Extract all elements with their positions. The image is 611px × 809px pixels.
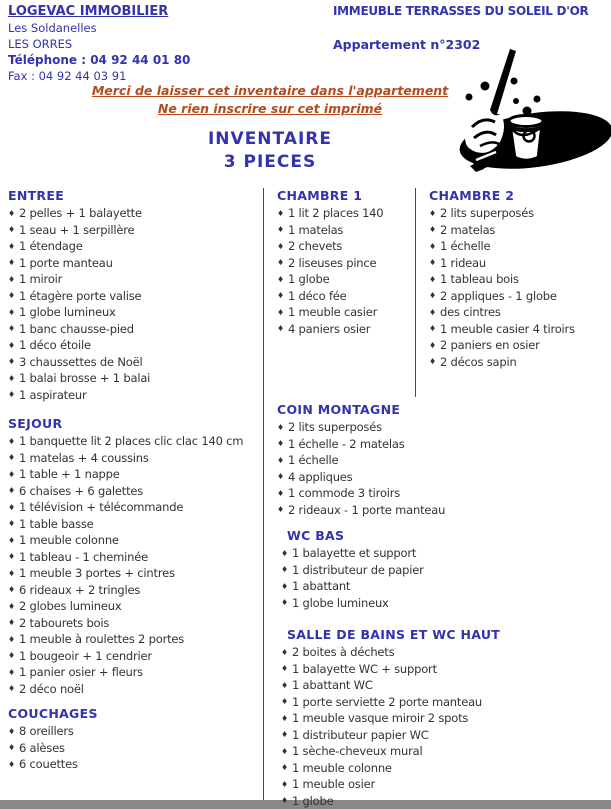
- diamond-bullet-icon: ♦: [281, 780, 288, 789]
- list-item-label: 1 panier osier + fleurs: [19, 665, 143, 679]
- document-title: [0, 128, 540, 174]
- diamond-bullet-icon: ♦: [8, 308, 15, 317]
- diamond-bullet-icon: ♦: [277, 489, 284, 498]
- list-item: [8, 370, 150, 387]
- section-wc-bas: [278, 526, 424, 611]
- diamond-bullet-icon: ♦: [8, 242, 15, 251]
- section-entree: [8, 186, 150, 403]
- list-item: [277, 419, 445, 436]
- diamond-bullet-icon: ♦: [8, 225, 15, 234]
- list-item-label: 1 échelle - 2 matelas: [288, 437, 405, 451]
- list-item: [8, 271, 150, 288]
- list-item-label: 1 banc chausse-pied: [19, 322, 134, 336]
- list-item: [281, 661, 500, 678]
- list-item: [8, 450, 243, 467]
- list-item: [429, 288, 575, 305]
- list-item: [8, 337, 150, 354]
- list-item-label: 4 appliques: [288, 470, 352, 484]
- diamond-bullet-icon: ♦: [277, 456, 284, 465]
- list-item-label: 1 meuble à roulettes 2 portes: [19, 632, 184, 646]
- list-item-label: 2 lits superposés: [440, 206, 534, 220]
- list-item-label: 2 liseuses pince: [288, 256, 376, 270]
- list-item-label: 1 balai brosse + 1 balai: [19, 371, 150, 385]
- diamond-bullet-icon: ♦: [8, 390, 15, 399]
- list-item-label: 1 matelas + 4 coussins: [19, 451, 149, 465]
- section-item-list: [8, 723, 98, 773]
- list-item: [429, 337, 575, 354]
- diamond-bullet-icon: ♦: [277, 275, 284, 284]
- list-item-label: 2 pelles + 1 balayette: [19, 206, 142, 220]
- list-item: [8, 681, 243, 698]
- building-name: IMMEUBLE TERRASSES DU SOLEIL D'OR: [333, 4, 588, 18]
- list-item-label: 1 globe lumineux: [19, 305, 116, 319]
- diamond-bullet-icon: ♦: [281, 763, 288, 772]
- list-item: [8, 631, 243, 648]
- list-item: [277, 469, 445, 486]
- diamond-bullet-icon: ♦: [281, 697, 288, 706]
- list-item: [281, 595, 424, 612]
- list-item: [281, 776, 500, 793]
- list-item-label: 2 appliques - 1 globe: [440, 289, 557, 303]
- list-item-label: des cintres: [440, 305, 501, 319]
- list-item-label: 1 déco étoile: [19, 338, 91, 352]
- list-item-label: 2 tabourets bois: [19, 616, 109, 630]
- diamond-bullet-icon: ♦: [8, 635, 15, 644]
- list-item-label: 1 meuble osier: [292, 777, 375, 791]
- section-header: SEJOUR: [8, 414, 243, 433]
- list-item: [8, 288, 150, 305]
- list-item-label: 2 globes lumineux: [19, 599, 121, 613]
- diamond-bullet-icon: ♦: [8, 743, 15, 752]
- list-item: [8, 238, 150, 255]
- list-item: [277, 452, 445, 469]
- list-item-label: 1 tableau - 1 cheminée: [19, 550, 148, 564]
- list-item-label: 1 meuble colonne: [19, 533, 119, 547]
- apartment-number: Appartement n°2302: [333, 37, 588, 52]
- list-item: [429, 321, 575, 338]
- list-item-label: 2 paniers en osier: [440, 338, 540, 352]
- list-item: [8, 255, 150, 272]
- list-item-label: 1 distributeur papier WC: [292, 728, 429, 742]
- list-item-label: 1 tableau bois: [440, 272, 519, 286]
- list-item-label: 1 lit 2 places 140: [288, 206, 383, 220]
- list-item: [8, 648, 243, 665]
- diamond-bullet-icon: ♦: [277, 258, 284, 267]
- section-header: COIN MONTAGNE: [277, 400, 445, 419]
- list-item-label: 1 matelas: [288, 223, 343, 237]
- diamond-bullet-icon: ♦: [277, 423, 284, 432]
- diamond-bullet-icon: ♦: [429, 242, 436, 251]
- list-item-label: 1 meuble colonne: [292, 761, 392, 775]
- list-item: [8, 740, 98, 757]
- section-sejour: [8, 414, 243, 697]
- notice-line1: Merci de laisser cet inventaire dans l'appartement: [0, 82, 540, 100]
- list-item: [277, 304, 383, 321]
- diamond-bullet-icon: ♦: [8, 209, 15, 218]
- diamond-bullet-icon: ♦: [281, 648, 288, 657]
- list-item-label: 1 meuble casier 4 tiroirs: [440, 322, 575, 336]
- list-item-label: 1 aspirateur: [19, 388, 86, 402]
- list-item-label: 1 miroir: [19, 272, 62, 286]
- section-header: ENTREE: [8, 186, 150, 205]
- diamond-bullet-icon: ♦: [8, 503, 15, 512]
- section-item-list: [278, 545, 424, 611]
- agency-fax: Fax : 04 92 44 03 91: [8, 68, 190, 84]
- diamond-bullet-icon: ♦: [281, 598, 288, 607]
- list-item: [281, 710, 500, 727]
- list-item: [429, 354, 575, 371]
- section-item-list: [277, 205, 383, 337]
- diamond-bullet-icon: ♦: [429, 308, 436, 317]
- building-info-block: [333, 4, 588, 52]
- diamond-bullet-icon: ♦: [429, 225, 436, 234]
- notice-line2: Ne rien inscrire sur cet imprimé: [0, 100, 540, 118]
- agency-phone: Téléphone : 04 92 44 01 80: [8, 52, 190, 68]
- list-item: [8, 532, 243, 549]
- list-item-label: 1 meuble vasque miroir 2 spots: [292, 711, 468, 725]
- diamond-bullet-icon: ♦: [281, 714, 288, 723]
- diamond-bullet-icon: ♦: [8, 760, 15, 769]
- list-item: [277, 436, 445, 453]
- section-chambre-2: [429, 186, 575, 370]
- list-item: [429, 222, 575, 239]
- diamond-bullet-icon: ♦: [277, 308, 284, 317]
- diamond-bullet-icon: ♦: [281, 664, 288, 673]
- list-item-label: 1 déco fée: [288, 289, 347, 303]
- list-item-label: 1 échelle: [440, 239, 490, 253]
- list-item-label: 1 meuble 3 portes + cintres: [19, 566, 175, 580]
- list-item: [8, 433, 243, 450]
- list-item: [8, 598, 243, 615]
- list-item-label: 1 échelle: [288, 453, 338, 467]
- list-item: [8, 549, 243, 566]
- diamond-bullet-icon: ♦: [429, 341, 436, 350]
- section-item-list: [277, 419, 445, 518]
- list-item-label: 1 meuble casier: [288, 305, 377, 319]
- list-item-label: 1 commode 3 tiroirs: [288, 486, 400, 500]
- list-item: [277, 502, 445, 519]
- diamond-bullet-icon: ♦: [429, 291, 436, 300]
- section-header: SALLE DE BAINS ET WC HAUT: [287, 625, 500, 644]
- section-item-list: [278, 644, 500, 809]
- diamond-bullet-icon: ♦: [277, 291, 284, 300]
- diamond-bullet-icon: ♦: [429, 275, 436, 284]
- diamond-bullet-icon: ♦: [429, 258, 436, 267]
- diamond-bullet-icon: ♦: [429, 209, 436, 218]
- agency-name: LOGEVAC IMMOBILIER: [8, 4, 190, 20]
- agency-info-block: [8, 4, 190, 84]
- list-item: [8, 615, 243, 632]
- diamond-bullet-icon: ♦: [8, 727, 15, 736]
- list-item: [8, 304, 150, 321]
- diamond-bullet-icon: ♦: [8, 569, 15, 578]
- list-item-label: 1 globe: [292, 794, 333, 808]
- list-item-label: 1 étagère porte valise: [19, 289, 141, 303]
- list-item: [8, 565, 243, 582]
- list-item: [8, 354, 150, 371]
- list-item-label: 1 seau + 1 serpillère: [19, 223, 134, 237]
- list-item: [281, 562, 424, 579]
- list-item: [8, 499, 243, 516]
- section-header: WC BAS: [287, 526, 424, 545]
- diamond-bullet-icon: ♦: [281, 796, 288, 805]
- agency-address-line2: LES ORRES: [8, 36, 190, 52]
- section-chambre-1: [277, 186, 383, 337]
- list-item-label: 2 lits superposés: [288, 420, 382, 434]
- diamond-bullet-icon: ♦: [277, 225, 284, 234]
- list-item: [8, 582, 243, 599]
- list-item: [281, 793, 500, 809]
- list-item: [8, 205, 150, 222]
- list-item: [281, 644, 500, 661]
- diamond-bullet-icon: ♦: [281, 549, 288, 558]
- list-item-label: 4 paniers osier: [288, 322, 370, 336]
- column-divider-1: [263, 188, 264, 800]
- diamond-bullet-icon: ♦: [8, 585, 15, 594]
- list-item-label: 2 rideaux - 1 porte manteau: [288, 503, 445, 517]
- diamond-bullet-icon: ♦: [277, 242, 284, 251]
- list-item-label: 6 rideaux + 2 tringles: [19, 583, 140, 597]
- list-item: [429, 271, 575, 288]
- diamond-bullet-icon: ♦: [8, 668, 15, 677]
- list-item-label: 2 boites à déchets: [292, 645, 394, 659]
- list-item: [8, 222, 150, 239]
- diamond-bullet-icon: ♦: [281, 565, 288, 574]
- section-item-list: [8, 205, 150, 403]
- list-item-label: 1 rideau: [440, 256, 486, 270]
- list-item: [281, 727, 500, 744]
- diamond-bullet-icon: ♦: [8, 684, 15, 693]
- list-item-label: 1 porte manteau: [19, 256, 113, 270]
- list-item-label: 6 couettes: [19, 757, 78, 771]
- list-item: [277, 205, 383, 222]
- diamond-bullet-icon: ♦: [277, 209, 284, 218]
- list-item-label: 1 globe: [288, 272, 329, 286]
- list-item: [281, 760, 500, 777]
- list-item-label: 1 table + 1 nappe: [19, 467, 120, 481]
- list-item-label: 6 chaises + 6 galettes: [19, 484, 143, 498]
- title-line2: 3 PIECES: [0, 151, 540, 174]
- diamond-bullet-icon: ♦: [8, 618, 15, 627]
- agency-address-line1: Les Soldanelles: [8, 20, 190, 36]
- list-item-label: 3 chaussettes de Noël: [19, 355, 142, 369]
- list-item-label: 2 déco noël: [19, 682, 84, 696]
- list-item-label: 6 alèses: [19, 741, 65, 755]
- list-item: [429, 255, 575, 272]
- diamond-bullet-icon: ♦: [281, 747, 288, 756]
- diamond-bullet-icon: ♦: [8, 486, 15, 495]
- diamond-bullet-icon: ♦: [429, 324, 436, 333]
- list-item: [281, 578, 424, 595]
- list-item: [277, 288, 383, 305]
- diamond-bullet-icon: ♦: [277, 505, 284, 514]
- section-item-list: [429, 205, 575, 370]
- diamond-bullet-icon: ♦: [8, 519, 15, 528]
- list-item: [8, 664, 243, 681]
- section-header: COUCHAGES: [8, 704, 98, 723]
- diamond-bullet-icon: ♦: [8, 341, 15, 350]
- diamond-bullet-icon: ♦: [429, 357, 436, 366]
- list-item: [8, 483, 243, 500]
- list-item-label: 1 balayette et support: [292, 546, 416, 560]
- diamond-bullet-icon: ♦: [281, 730, 288, 739]
- list-item-label: 1 banquette lit 2 places clic clac 140 cm: [19, 434, 243, 448]
- diamond-bullet-icon: ♦: [277, 324, 284, 333]
- list-item: [429, 238, 575, 255]
- diamond-bullet-icon: ♦: [281, 582, 288, 591]
- list-item: [8, 387, 150, 404]
- list-item: [277, 485, 445, 502]
- section-item-list: [8, 433, 243, 697]
- diamond-bullet-icon: ♦: [8, 552, 15, 561]
- list-item: [281, 743, 500, 760]
- list-item-label: 1 télévision + télécommande: [19, 500, 183, 514]
- section-salle-de-bains: [278, 625, 500, 809]
- section-couchages: [8, 704, 98, 773]
- list-item: [277, 222, 383, 239]
- list-item: [277, 321, 383, 338]
- list-item: [277, 238, 383, 255]
- list-item-label: 2 chevets: [288, 239, 342, 253]
- list-item: [277, 255, 383, 272]
- diamond-bullet-icon: ♦: [8, 536, 15, 545]
- diamond-bullet-icon: ♦: [8, 324, 15, 333]
- list-item-label: 1 globe lumineux: [292, 596, 389, 610]
- diamond-bullet-icon: ♦: [277, 439, 284, 448]
- list-item: [281, 677, 500, 694]
- list-item: [8, 756, 98, 773]
- list-item-label: 2 décos sapin: [440, 355, 517, 369]
- diamond-bullet-icon: ♦: [8, 291, 15, 300]
- list-item-label: 1 bougeoir + 1 cendrier: [19, 649, 152, 663]
- diamond-bullet-icon: ♦: [8, 374, 15, 383]
- title-line1: INVENTAIRE: [0, 128, 540, 151]
- list-item: [429, 304, 575, 321]
- list-item: [8, 321, 150, 338]
- column-divider-2: [415, 188, 416, 397]
- list-item-label: 1 abattant: [292, 579, 350, 593]
- list-item-label: 1 sèche-cheveux mural: [292, 744, 422, 758]
- list-item-label: 1 porte serviette 2 porte manteau: [292, 695, 482, 709]
- list-item-label: 1 distributeur de papier: [292, 563, 424, 577]
- list-item: [277, 271, 383, 288]
- list-item: [281, 694, 500, 711]
- list-item: [8, 466, 243, 483]
- list-item-label: 1 étendage: [19, 239, 83, 253]
- list-item-label: 1 abattant WC: [292, 678, 373, 692]
- list-item: [429, 205, 575, 222]
- diamond-bullet-icon: ♦: [281, 681, 288, 690]
- list-item-label: 1 balayette WC + support: [292, 662, 437, 676]
- diamond-bullet-icon: ♦: [8, 651, 15, 660]
- list-item: [8, 723, 98, 740]
- section-coin-montagne: [277, 400, 445, 518]
- diamond-bullet-icon: ♦: [8, 453, 15, 462]
- diamond-bullet-icon: ♦: [8, 470, 15, 479]
- section-header: CHAMBRE 1: [277, 186, 383, 205]
- list-item-label: 1 table basse: [19, 517, 94, 531]
- list-item-label: 8 oreillers: [19, 724, 74, 738]
- list-item: [281, 545, 424, 562]
- diamond-bullet-icon: ♦: [8, 602, 15, 611]
- diamond-bullet-icon: ♦: [8, 258, 15, 267]
- diamond-bullet-icon: ♦: [8, 357, 15, 366]
- section-header: CHAMBRE 2: [429, 186, 575, 205]
- list-item-label: 2 matelas: [440, 223, 495, 237]
- diamond-bullet-icon: ♦: [277, 472, 284, 481]
- diamond-bullet-icon: ♦: [8, 437, 15, 446]
- diamond-bullet-icon: ♦: [8, 275, 15, 284]
- list-item: [8, 516, 243, 533]
